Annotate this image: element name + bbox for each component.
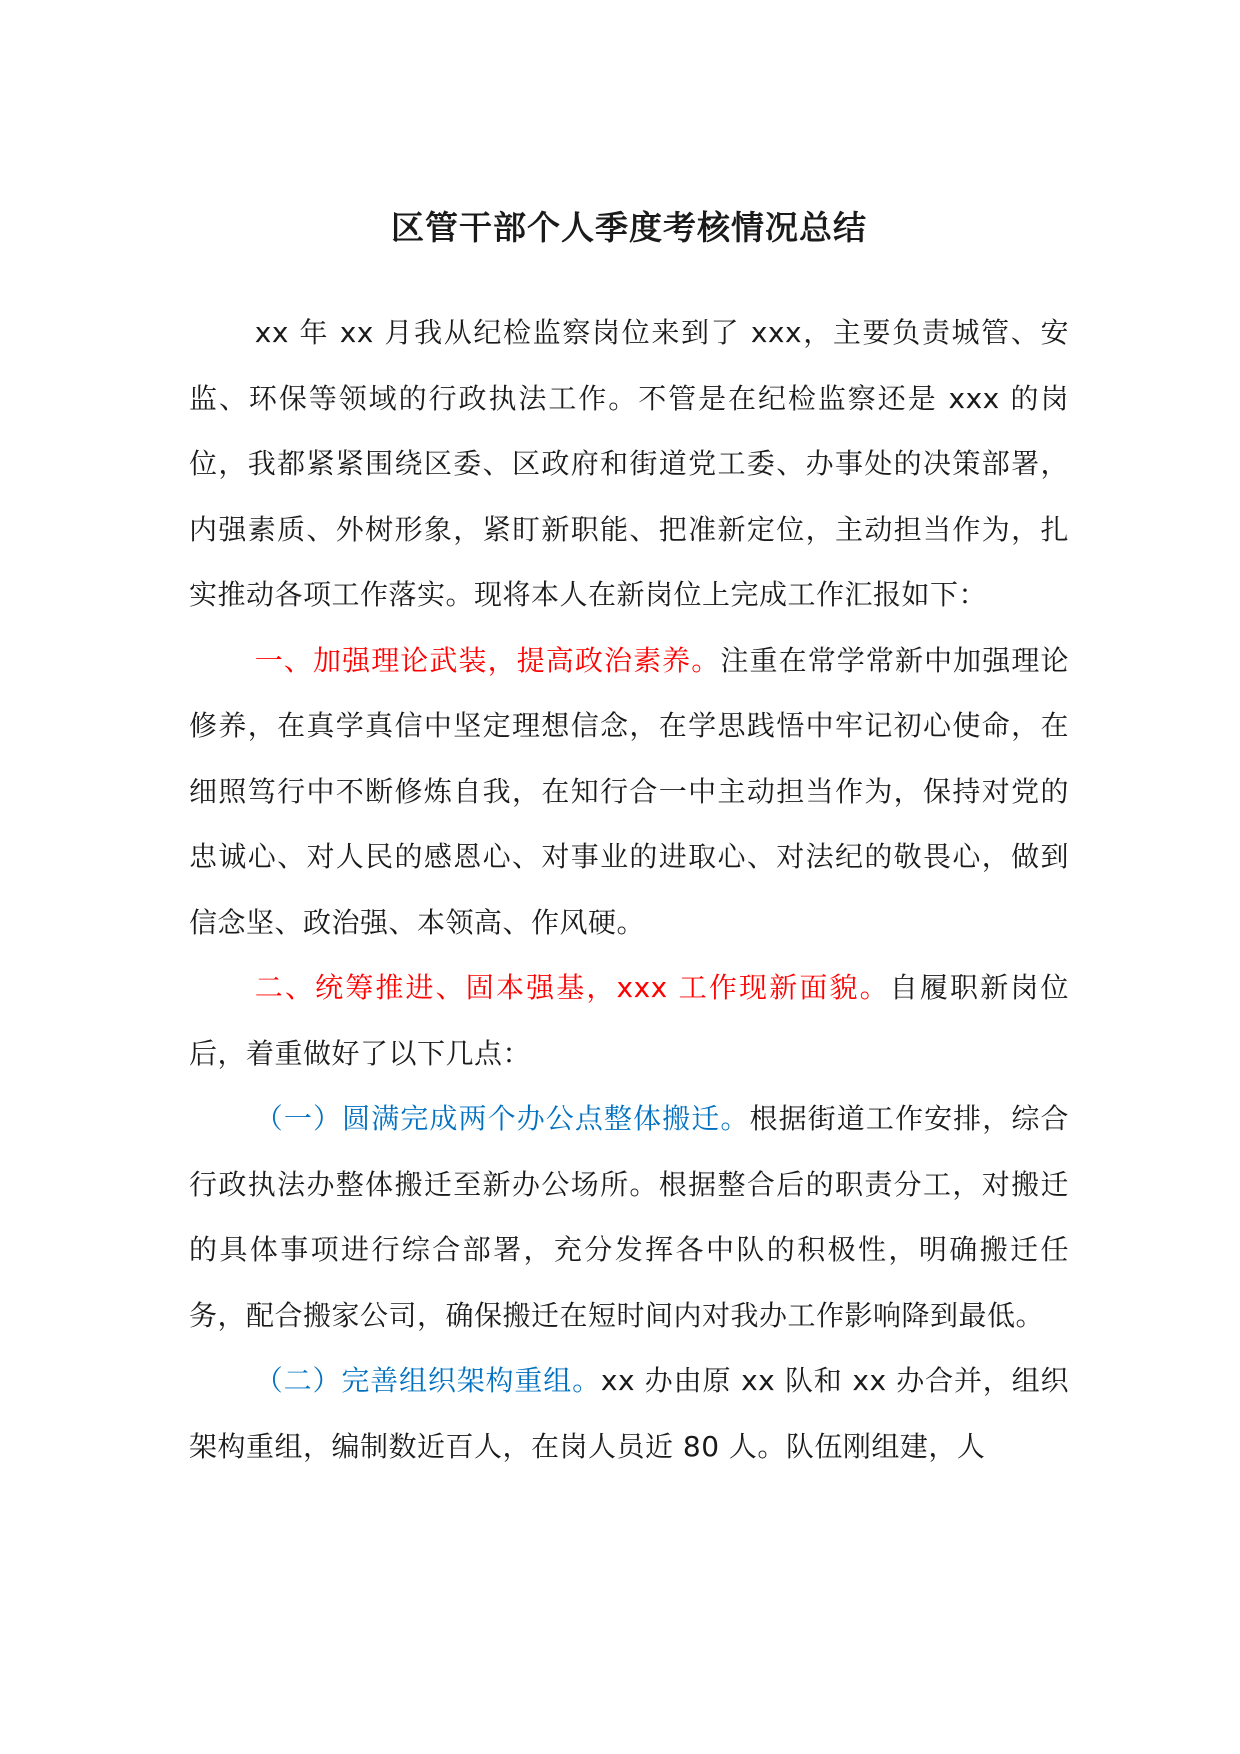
- paragraph-text: 自履职新岗位后，着重做好了以下几点：: [189, 971, 1069, 1070]
- paragraph-text: xx 办由原 xx 队和 xx 办合并，组织架构重组，编制数近百人，在岗人员近 80 人。队伍刚组建，人: [189, 1364, 1069, 1463]
- subsection-heading: （二）完善组织架构重组。: [254, 1364, 601, 1397]
- paragraph-text: 注重在常学常新中加强理论修养，在真学真信中坚定理想信念，在学思践悟中牢记初心使命，在细照笃行中不断修炼自我，在知行合一中主动担当作为，保持对党的忠诚心、对人民的感恩心、对事业的进取心、对法纪的敬畏心，做到信念坚、政治强、本领高、作风硬。: [189, 643, 1069, 939]
- subsection-one-paragraph: [189, 1086, 1069, 1348]
- document-body: [189, 300, 1069, 1479]
- section-one-paragraph: [189, 628, 1069, 956]
- paragraph-text: 根据街道工作安排，综合行政执法办整体搬迁至新办公场所。根据整合后的职责分工，对搬迁的具体事项进行综合部署，充分发挥各中队的积极性，明确搬迁任务，配合搬家公司，确保搬迁在短时间内对我办工作影响降到最低。: [189, 1102, 1069, 1332]
- intro-paragraph: [189, 300, 1069, 628]
- section-two-paragraph: [189, 955, 1069, 1086]
- section-heading: 一、加强理论武装，提高政治素养。: [254, 643, 721, 677]
- section-heading: 二、统筹推进、固本强基，xxx 工作现新面貌。: [254, 971, 890, 1004]
- document-title: 区管干部个人季度考核情况总结: [391, 208, 867, 247]
- subsection-heading: （一）圆满完成两个办公点整体搬迁。: [254, 1102, 750, 1135]
- subsection-two-paragraph: [189, 1348, 1069, 1479]
- paragraph-text: xx 年 xx 月我从纪检监察岗位来到了 xxx，主要负责城管、安监、环保等领域的行政执法工作。不管是在纪检监察还是 xxx 的岗位，我都紧紧围绕区委、区政府和街道党工委、办事处的决策部署，内强素质、外树形象，紧盯新职能、把准新定位，主动担当作为，扎实推动各项工作落实。现将本人在新岗位上完成工作汇报如下：: [189, 316, 1069, 611]
